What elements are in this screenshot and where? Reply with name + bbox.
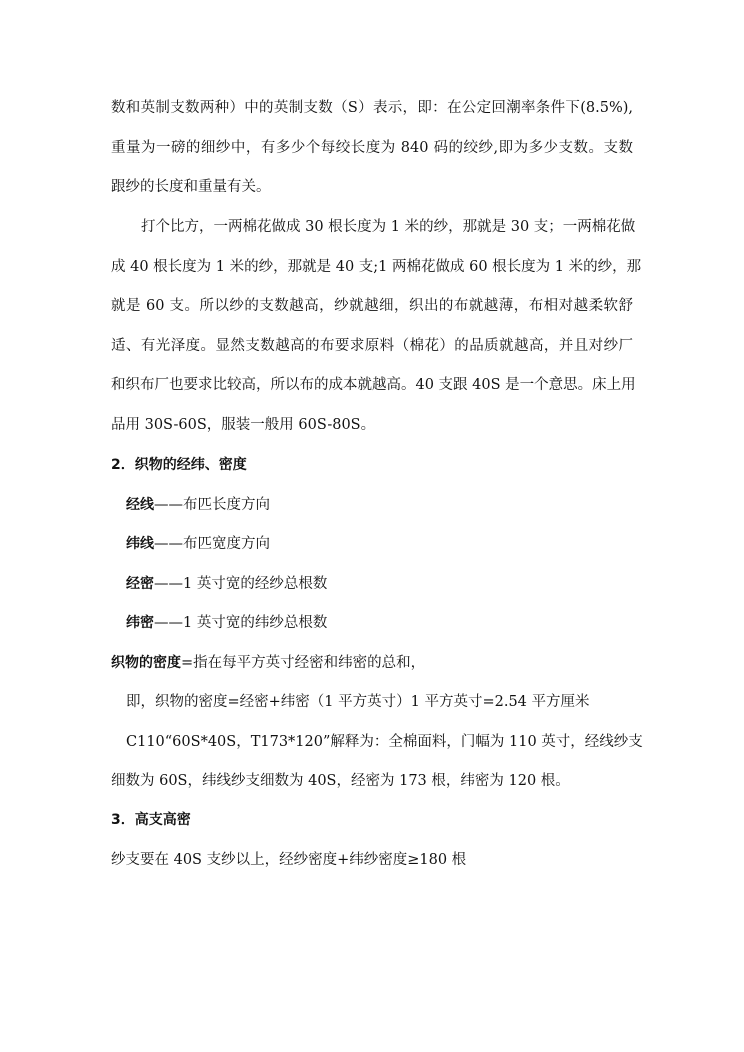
def-weft-density-term: 纬密: [126, 615, 154, 631]
def-warp: [126, 493, 270, 514]
example-line-1: C110“60S*40S，T173*120”解释为：全棉面料，门幅为 110 英寸，经线纱支: [126, 734, 643, 750]
para1-line-1: 数和英制支数两种）中的英制支数（S）表示，即：在公定回潮率条件下(8.5%),: [111, 100, 633, 116]
def-weft: [126, 532, 270, 553]
para2-line-5: 和织布厂也要求比较高，所以布的成本就越高。40 支跟 40S 是一个意思。床上用: [111, 377, 636, 393]
para2-line-6: 品用 30S-60S，服装一般用 60S-80S。: [111, 417, 376, 433]
para2-line-3: 就是 60 支。所以纱的支数越高，纱就越细，织出的布就越薄，布相对越柔软舒: [111, 298, 633, 314]
fabric-density-term: 织物的密度: [111, 655, 181, 671]
section-3-text: 纱支要在 40S 支纱以上，经纱密度+纬纱密度≥180 根: [111, 852, 467, 868]
fabric-density-desc: =指在每平方英寸经密和纬密的总和，: [181, 655, 426, 671]
def-warp-density-desc: ——1 英寸宽的经纱总根数: [154, 576, 328, 592]
example-line-2: 细数为 60S，纬线纱支细数为 40S，经密为 173 根，纬密为 120 根。: [111, 773, 570, 789]
para1-line-3: 跟纱的长度和重量有关。: [111, 179, 271, 195]
section-2-heading: 2．织物的经纬、密度: [111, 457, 247, 473]
section-3-heading: 3．高支高密: [111, 812, 191, 828]
def-warp-term: 经线: [126, 497, 154, 513]
para1-line-2: 重量为一磅的细纱中，有多少个每绞长度为 840 码的绞纱,即为多少支数。支数: [111, 140, 633, 156]
para2-line-2: 成 40 根长度为 1 米的纱，那就是 40 支;1 两棉花做成 60 根长度为 1 米的纱，那: [111, 259, 642, 275]
fabric-density-definition: [111, 651, 425, 672]
def-warp-desc: ——布匹长度方向: [154, 497, 270, 513]
def-weft-density-desc: ——1 英寸宽的纬纱总根数: [154, 615, 328, 631]
def-warp-density: [126, 572, 327, 593]
density-formula: 即，织物的密度=经密+纬密（1 平方英寸）1 平方英寸=2.54 平方厘米: [126, 694, 590, 710]
para2-line-1: 打个比方，一两棉花做成 30 根长度为 1 米的纱，那就是 30 支；一两棉花做: [141, 219, 636, 235]
para2-line-4: 适、有光泽度。显然支数越高的布要求原料（棉花）的品质就越高，并且对纱厂: [111, 338, 633, 354]
def-warp-density-term: 经密: [126, 576, 154, 592]
def-weft-density: [126, 611, 327, 632]
def-weft-term: 纬线: [126, 536, 154, 552]
def-weft-desc: ——布匹宽度方向: [154, 536, 270, 552]
